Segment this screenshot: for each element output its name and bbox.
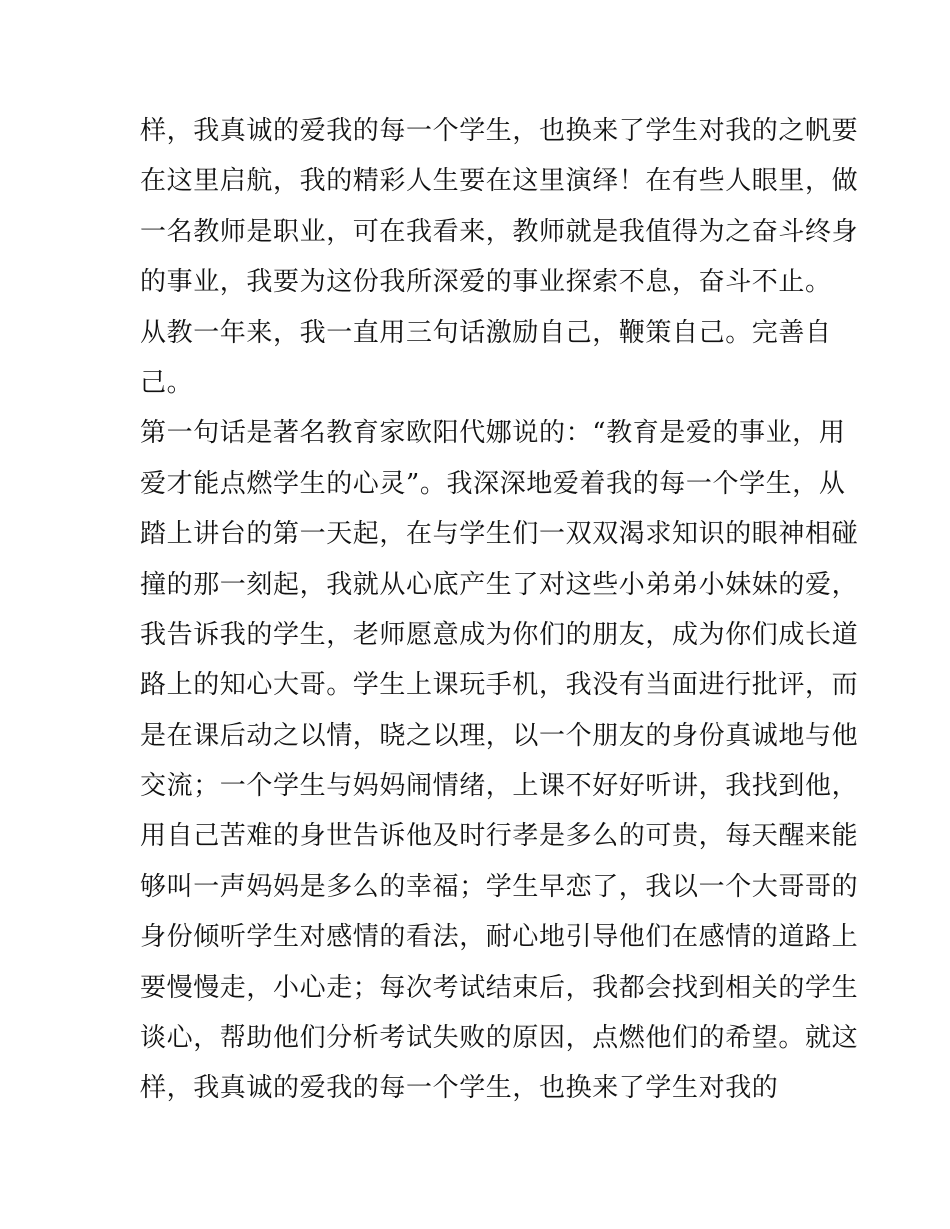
text-line: 从教一年来，我一直用三句话激励自己，鞭策自己。完善自 <box>140 317 832 348</box>
text-line: 样，我真诚的爱我的每一个学生，也换来了学生对我的 <box>140 1073 779 1104</box>
text-line: 的事业，我要为这份我所深爱的事业探索不息，奋斗不止。 <box>140 267 832 298</box>
text-line: 撞的那一刻起，我就从心底产生了对这些小弟弟小妹妹的爱， <box>140 569 859 600</box>
text-line: 要慢慢走，小心走；每次考试结束后，我都会找到相关的学生 <box>140 972 859 1003</box>
body-text <box>140 106 859 1114</box>
text-line: 在这里启航，我的精彩人生要在这里演绎！在有些人眼里，做 <box>140 166 859 197</box>
text-line: 路上的知心大哥。学生上课玩手机，我没有当面进行批评，而 <box>140 670 859 701</box>
text-line: 己。 <box>140 367 194 398</box>
text-line: 用自己苦难的身世告诉他及时行孝是多么的可贵，每天醒来能 <box>140 821 859 852</box>
text-line: 第一句话是著名教育家欧阳代娜说的：“教育是爱的事业，用 <box>140 418 846 449</box>
text-line: 我告诉我的学生，老师愿意成为你们的朋友，成为你们成长道 <box>140 619 859 650</box>
text-line: 爱才能点燃学生的心灵”。我深深地爱着我的每一个学生，从 <box>140 468 846 499</box>
text-line: 样，我真诚的爱我的每一个学生，也换来了学生对我的之帆要 <box>140 116 859 146</box>
text-line: 身份倾听学生对感情的看法，耐心地引导他们在感情的道路上 <box>140 922 859 953</box>
text-line: 谈心，帮助他们分析考试失败的原因，点燃他们的希望。就这 <box>140 1023 859 1054</box>
text-line: 一名教师是职业，可在我看来，教师就是我值得为之奋斗终身 <box>140 216 859 247</box>
text-line: 是在课后动之以情，晓之以理，以一个朋友的身份真诚地与他 <box>140 720 859 751</box>
text-line: 交流；一个学生与妈妈闹情绪，上课不好好听讲，我找到他， <box>140 771 859 802</box>
text-line: 踏上讲台的第一天起，在与学生们一双双渴求知识的眼神相碰 <box>140 519 859 550</box>
text-line: 够叫一声妈妈是多么的幸福；学生早恋了，我以一个大哥哥的 <box>140 871 859 902</box>
